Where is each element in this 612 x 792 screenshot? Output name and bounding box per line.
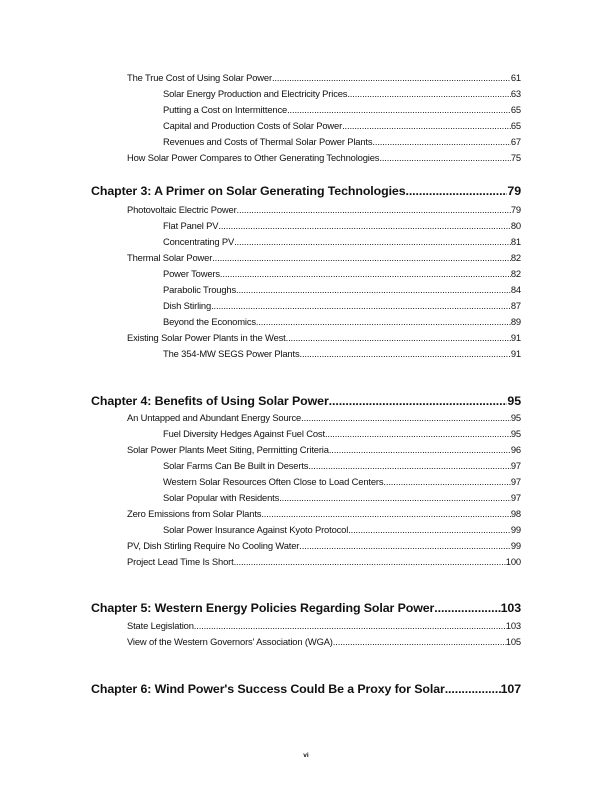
toc-entry-page: 96	[510, 444, 521, 455]
toc-entry-title: View of the Western Governors' Association (WGA)	[127, 636, 333, 647]
toc-entry[interactable]	[127, 508, 521, 519]
dot-leader	[342, 120, 511, 131]
toc-entry-page: 67	[510, 136, 521, 147]
toc-entry-page: 79	[510, 204, 521, 215]
toc-entry[interactable]	[127, 152, 521, 163]
toc-entry-page: 99	[510, 540, 521, 551]
toc-entry-page: 91	[510, 332, 521, 343]
toc-entry[interactable]	[163, 88, 521, 99]
dot-leader	[194, 620, 506, 631]
toc-entry[interactable]	[127, 556, 521, 567]
toc-entry-title: Putting a Cost on Intermittence	[163, 104, 288, 115]
dot-leader	[406, 184, 508, 198]
toc-entry[interactable]	[127, 204, 521, 215]
toc-entry-title: Solar Power Insurance Against Kyoto Protocol	[163, 524, 349, 535]
toc-entry-page: 84	[510, 284, 521, 295]
toc-entry[interactable]	[163, 492, 521, 503]
toc-entry-page: 103	[505, 620, 521, 631]
toc-entry[interactable]	[163, 268, 521, 279]
toc-entry-page: 82	[510, 252, 521, 263]
toc-entry[interactable]	[163, 428, 521, 439]
dot-leader	[220, 268, 511, 279]
toc-entry[interactable]	[127, 444, 521, 455]
toc-entry-page: 98	[510, 508, 521, 519]
dot-leader	[237, 204, 511, 215]
toc-entry[interactable]	[163, 460, 521, 471]
toc-entry-page: 97	[510, 476, 521, 487]
toc-entry-title: The 354-MW SEGS Power Plants	[163, 348, 300, 359]
toc-entry-title: Solar Energy Production and Electricity Prices	[163, 88, 348, 99]
toc-entry-title: State Legislation	[127, 620, 194, 631]
toc-entry-page: 95	[510, 428, 521, 439]
chapter-page: 95	[507, 394, 521, 408]
toc-entry-title: Project Lead Time Is Short	[127, 556, 234, 567]
dot-leader	[329, 394, 508, 408]
chapter-title: Chapter 5: Western Energy Policies Regarding Solar Power	[91, 601, 435, 615]
toc-entry-title: Solar Popular with Residents	[163, 492, 280, 503]
toc-entry[interactable]	[163, 348, 521, 359]
toc-entry-title: How Solar Power Compares to Other Generating Technologies	[127, 152, 380, 163]
dot-leader	[256, 316, 511, 327]
chapter-title: Chapter 3: A Primer on Solar Generating Technologies	[91, 184, 406, 198]
toc-entry-title: Power Towers	[163, 268, 220, 279]
toc-entry-page: 99	[510, 524, 521, 535]
toc-entry-page: 97	[510, 460, 521, 471]
toc-entry-title: The True Cost of Using Solar Power	[127, 72, 272, 83]
toc-entry[interactable]	[163, 300, 521, 311]
dot-leader	[299, 348, 510, 359]
toc-entry-title: Existing Solar Power Plants in the West	[127, 332, 286, 343]
toc-entry-page: 82	[510, 268, 521, 279]
dot-leader	[383, 476, 510, 487]
dot-leader	[218, 220, 510, 231]
dot-leader	[379, 152, 511, 163]
toc-entry-title: Solar Farms Can Be Built in Deserts	[163, 460, 309, 471]
dot-leader	[286, 332, 511, 343]
toc-entry-title: Revenues and Costs of Thermal Solar Power Plants	[163, 136, 373, 147]
dot-leader	[272, 72, 511, 83]
toc-entry-page: 105	[505, 636, 521, 647]
toc-entry-title: Thermal Solar Power	[127, 252, 213, 263]
chapter-title: Chapter 6: Wind Power's Success Could Be a Proxy for Solar	[91, 682, 445, 696]
chapter-title: Chapter 4: Benefits of Using Solar Power	[91, 394, 329, 408]
dot-leader	[445, 682, 501, 696]
toc-entry[interactable]	[163, 120, 521, 131]
dot-leader	[301, 412, 511, 423]
toc-entry[interactable]	[127, 620, 521, 631]
toc-entry-page: 65	[510, 120, 521, 131]
dot-leader	[372, 136, 510, 147]
toc-entry-page: 75	[510, 152, 521, 163]
dot-leader	[261, 508, 511, 519]
toc-entry[interactable]	[163, 104, 521, 115]
dot-leader	[212, 252, 511, 263]
toc-entry[interactable]	[163, 476, 521, 487]
toc-entry[interactable]	[127, 72, 521, 83]
toc-entry-page: 100	[505, 556, 521, 567]
toc-chapter-heading[interactable]	[91, 601, 521, 615]
toc-entry[interactable]	[163, 316, 521, 327]
toc-entry-title: Parabolic Troughs	[163, 284, 237, 295]
toc-chapter-heading[interactable]	[91, 394, 521, 408]
toc-entry-title: Western Solar Resources Often Close to Load Centers	[163, 476, 384, 487]
page-number: vi	[303, 752, 309, 759]
toc-entry-title: An Untapped and Abundant Energy Source	[127, 412, 302, 423]
toc-entry-title: Beyond the Economics	[163, 316, 256, 327]
dot-leader	[347, 88, 511, 99]
toc-entry-page: 61	[510, 72, 521, 83]
toc-chapter-heading[interactable]	[91, 682, 521, 696]
dot-leader	[333, 636, 506, 647]
dot-leader	[287, 104, 511, 115]
toc-entry-page: 65	[510, 104, 521, 115]
toc-entry-page: 95	[510, 412, 521, 423]
dot-leader	[325, 428, 511, 439]
dot-leader	[211, 300, 511, 311]
toc-entry[interactable]	[127, 636, 521, 647]
toc-entry-page: 63	[510, 88, 521, 99]
toc-entry-title: PV, Dish Stirling Require No Cooling Water	[127, 540, 300, 551]
chapter-page: 79	[507, 184, 521, 198]
toc-entry[interactable]	[163, 220, 521, 231]
toc-entry-title: Concentrating PV	[163, 236, 235, 247]
toc-entry-page: 89	[510, 316, 521, 327]
toc-entry-page: 87	[510, 300, 521, 311]
toc-entry-page: 91	[510, 348, 521, 359]
dot-leader	[279, 492, 511, 503]
chapter-page: 103	[500, 601, 521, 615]
toc-entry-page: 80	[510, 220, 521, 231]
toc-entry-title: Capital and Production Costs of Solar Power	[163, 120, 343, 131]
dot-leader	[236, 284, 511, 295]
toc-entry-title: Flat Panel PV	[163, 220, 219, 231]
toc-entry-page: 97	[510, 492, 521, 503]
dot-leader	[434, 601, 500, 615]
toc-entry-page: 81	[510, 236, 521, 247]
toc-entry[interactable]	[127, 332, 521, 343]
toc-entry-title: Dish Stirling	[163, 300, 212, 311]
toc-entry[interactable]	[127, 412, 521, 423]
toc-entry-title: Photovoltaic Electric Power	[127, 204, 237, 215]
dot-leader	[308, 460, 511, 471]
toc-entry-title: Solar Power Plants Meet Siting, Permitting Criteria	[127, 444, 329, 455]
toc-entry[interactable]	[163, 236, 521, 247]
toc-entry[interactable]	[163, 284, 521, 295]
dot-leader	[348, 524, 511, 535]
toc-chapter-heading[interactable]	[91, 184, 521, 198]
toc-entry[interactable]	[163, 136, 521, 147]
dot-leader	[234, 556, 506, 567]
dot-leader	[329, 444, 511, 455]
toc-entry[interactable]	[163, 524, 521, 535]
toc-entry[interactable]	[127, 252, 521, 263]
toc-entry[interactable]	[127, 540, 521, 551]
chapter-page: 107	[500, 682, 521, 696]
dot-leader	[299, 540, 511, 551]
dot-leader	[234, 236, 511, 247]
toc-entry-title: Fuel Diversity Hedges Against Fuel Cost	[163, 428, 325, 439]
toc-entry-title: Zero Emissions from Solar Plants	[127, 508, 262, 519]
